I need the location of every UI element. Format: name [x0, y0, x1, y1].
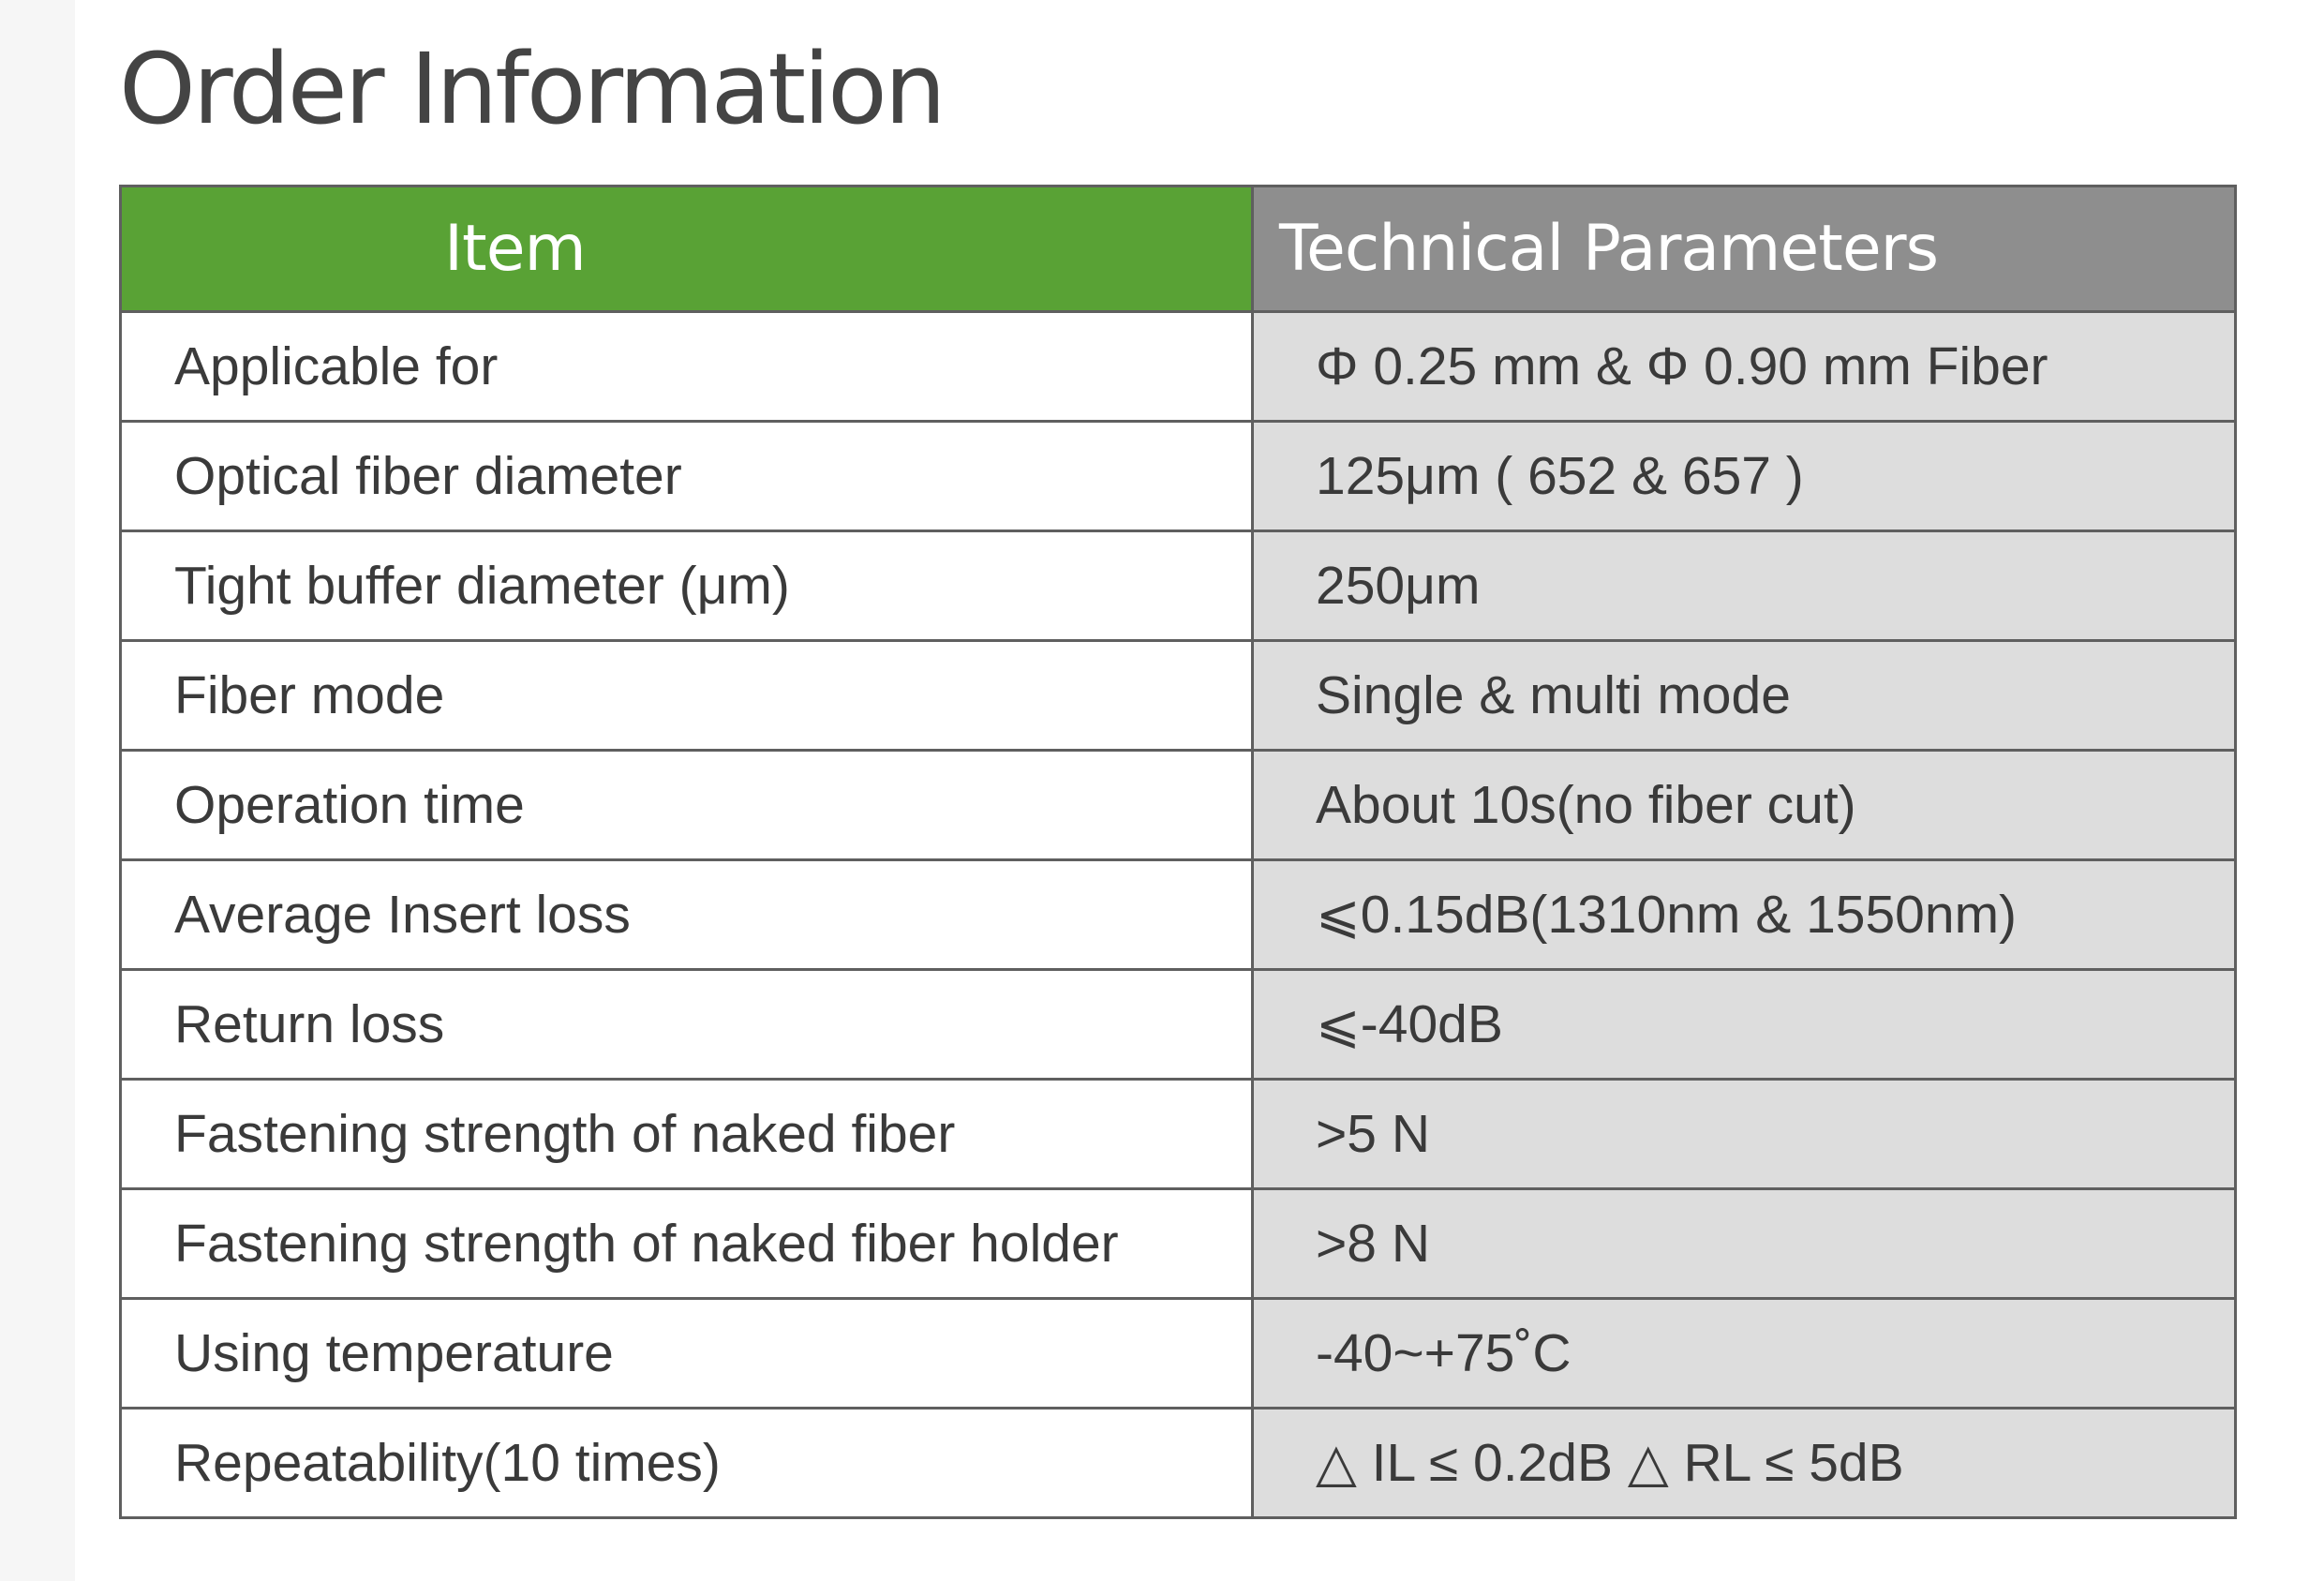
item-cell: Average Insert loss — [121, 860, 1253, 970]
item-cell: Fiber mode — [121, 641, 1253, 751]
parameter-cell: 125μm ( 652 & 657 ) — [1253, 422, 2236, 531]
parameter-cell: ⩽0.15dB(1310nm & 1550nm) — [1253, 860, 2236, 970]
table-row — [121, 1189, 2236, 1299]
parameter-cell: 250μm — [1253, 531, 2236, 641]
item-cell: Applicable for — [121, 312, 1253, 422]
table-row — [121, 1299, 2236, 1409]
table-row — [121, 751, 2236, 860]
parameter-cell: -40~+75˚C — [1253, 1299, 2236, 1409]
item-cell: Return loss — [121, 970, 1253, 1080]
table-row — [121, 860, 2236, 970]
parameter-cell: Φ 0.25 mm & Φ 0.90 mm Fiber — [1253, 312, 2236, 422]
table-row — [121, 970, 2236, 1080]
item-cell: Tight buffer diameter (μm) — [121, 531, 1253, 641]
table-row — [121, 312, 2236, 422]
parameter-cell: About 10s(no fiber cut) — [1253, 751, 2236, 860]
parameter-cell: ⩽-40dB — [1253, 970, 2236, 1080]
parameter-cell: Single & multi mode — [1253, 641, 2236, 751]
table-header-row — [121, 186, 2236, 312]
item-cell: Using temperature — [121, 1299, 1253, 1409]
table-row — [121, 1080, 2236, 1189]
table-row — [121, 1409, 2236, 1518]
column-header-item: Item — [121, 186, 1253, 312]
order-information-table — [119, 185, 2237, 1519]
page-margin-strip — [0, 0, 75, 1581]
item-cell: Fastening strength of naked fiber holder — [121, 1189, 1253, 1299]
item-cell: Repeatability(10 times) — [121, 1409, 1253, 1518]
parameter-cell: >5 N — [1253, 1080, 2236, 1189]
table-row — [121, 422, 2236, 531]
item-cell: Fastening strength of naked fiber — [121, 1080, 1253, 1189]
table-row — [121, 641, 2236, 751]
parameter-cell: △ IL ≤ 0.2dB △ RL ≤ 5dB — [1253, 1409, 2236, 1518]
table-row — [121, 531, 2236, 641]
item-cell: Operation time — [121, 751, 1253, 860]
page-title: Order Information — [119, 32, 944, 146]
parameter-cell: >8 N — [1253, 1189, 2236, 1299]
item-cell: Optical fiber diameter — [121, 422, 1253, 531]
column-header-technical-parameters: Technical Parameters — [1253, 186, 2236, 312]
